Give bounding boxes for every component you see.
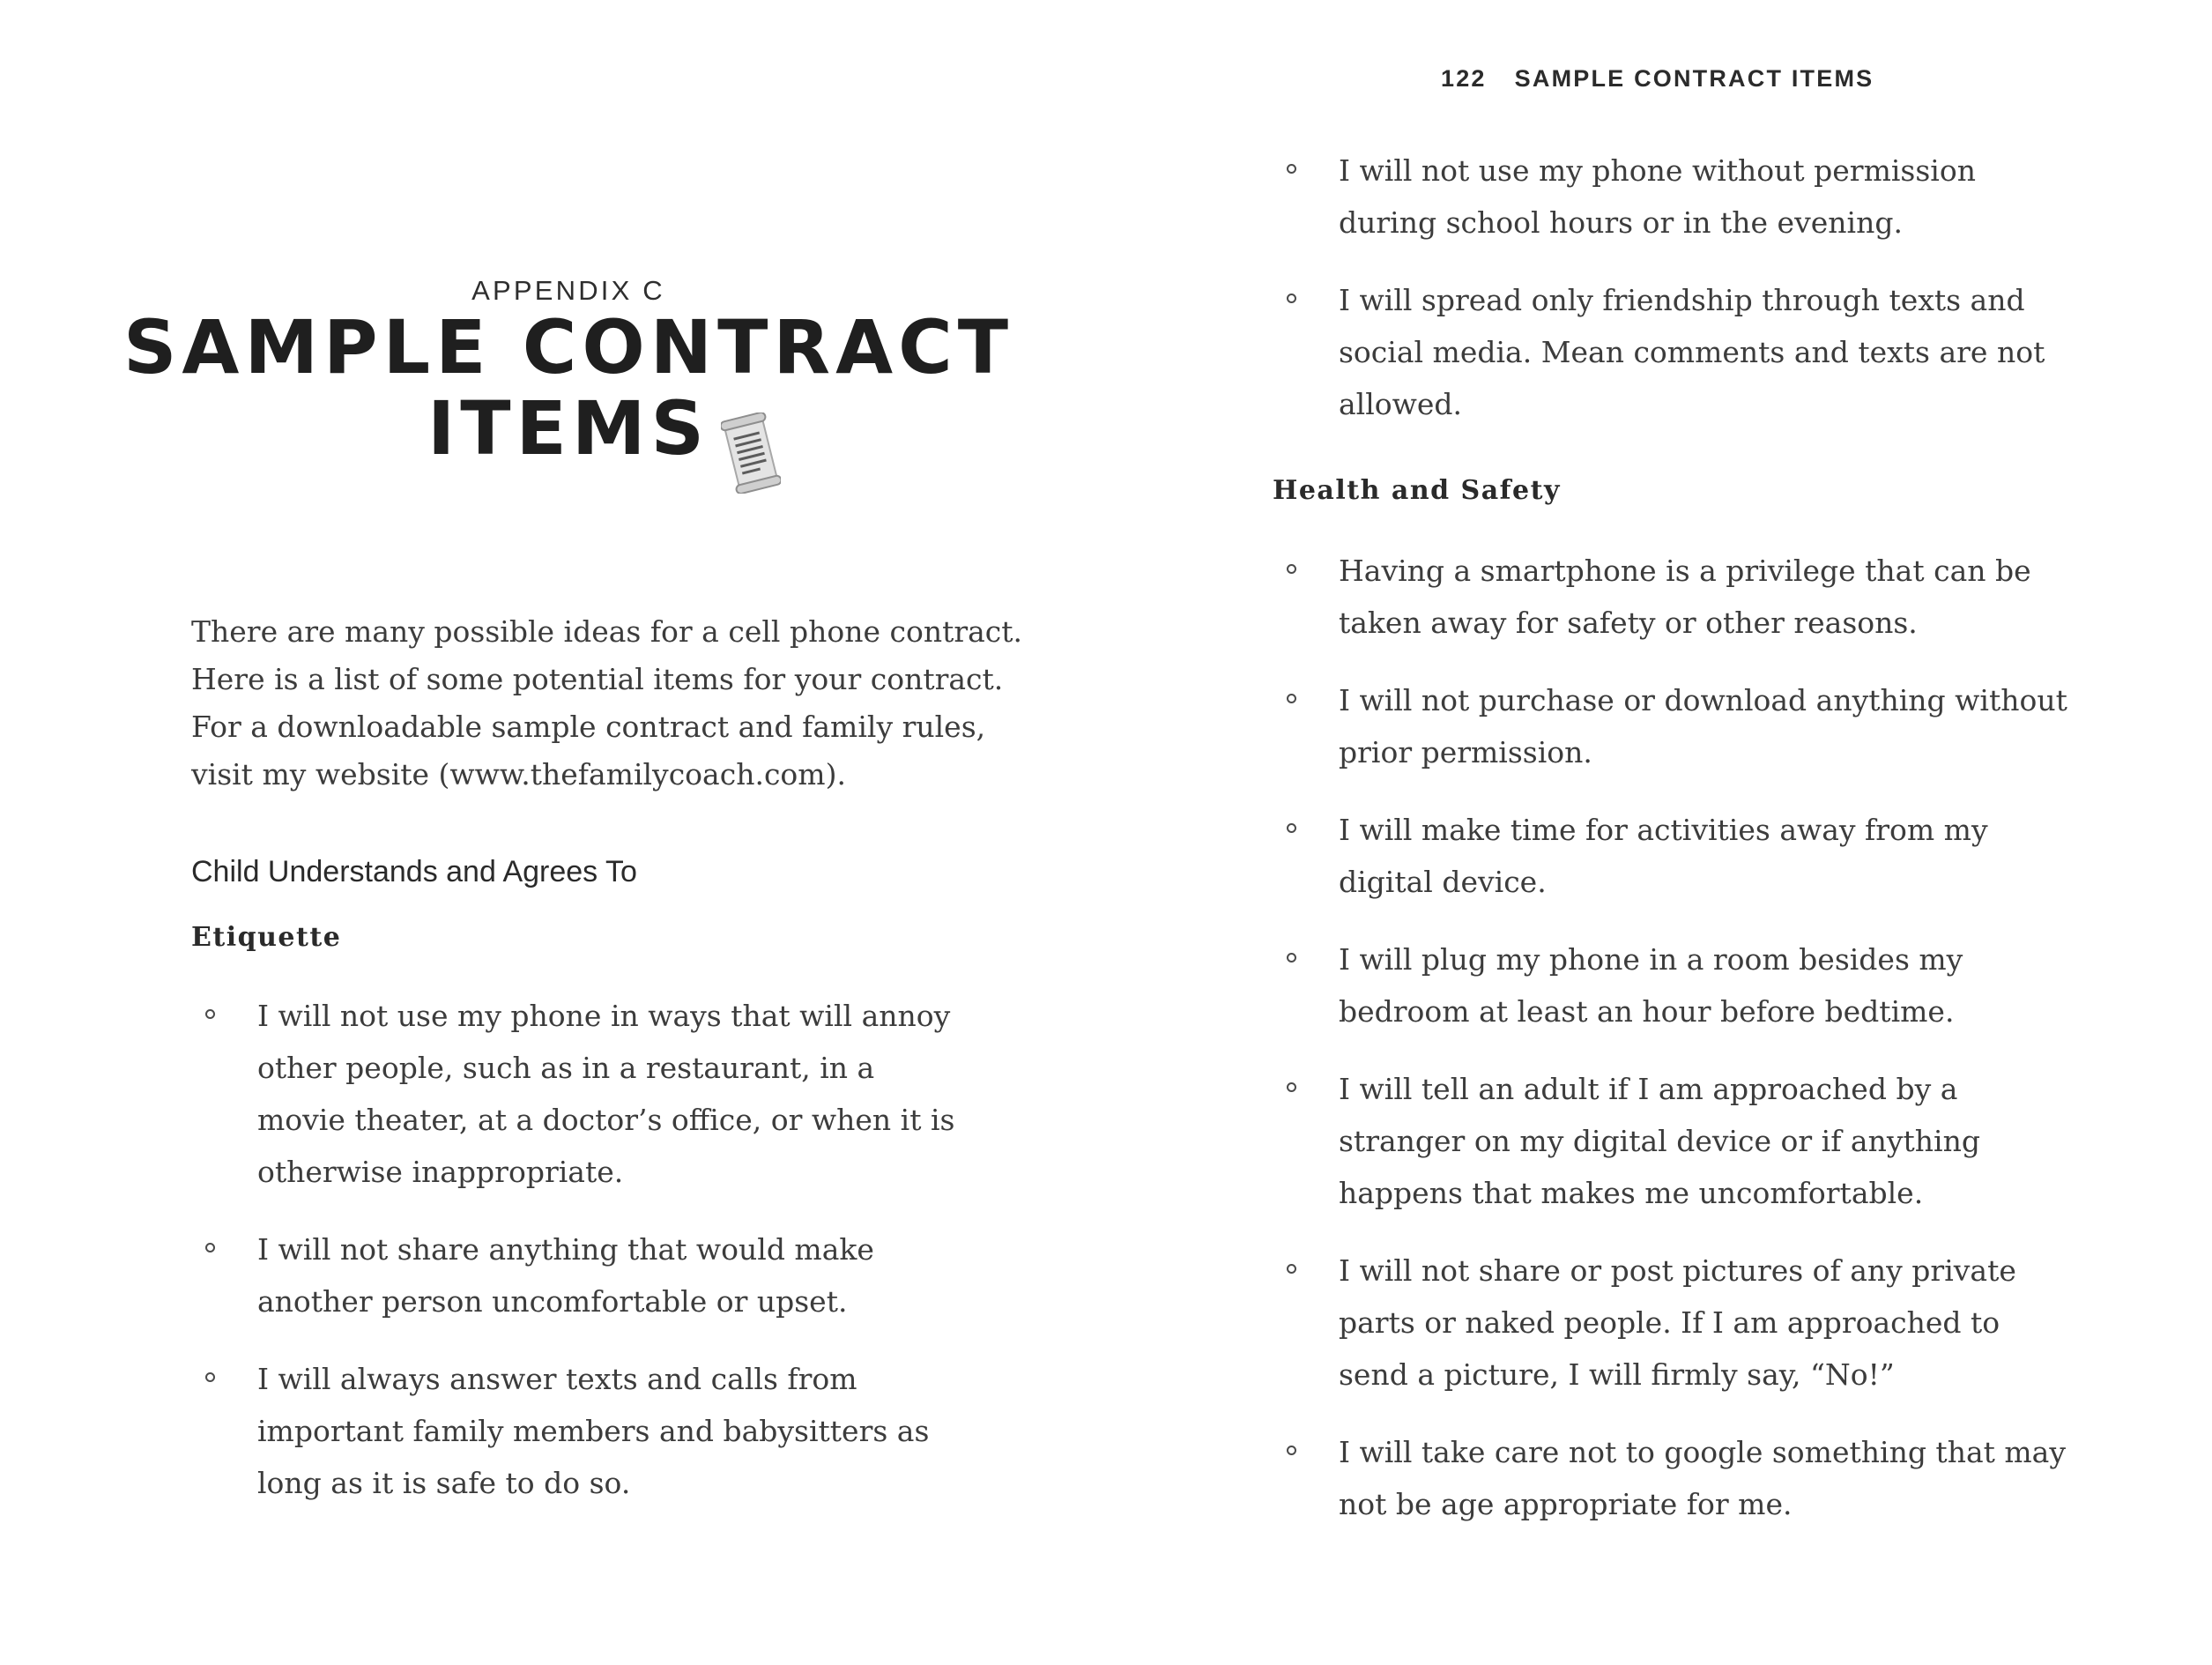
- circle-bullet-icon: [205, 1009, 215, 1019]
- circle-bullet-icon: [1287, 1446, 1296, 1455]
- section-heading: Child Understands and Agrees To: [191, 855, 637, 888]
- list-item-line: bedroom at least an hour before bedtime.: [1339, 994, 1955, 1029]
- health-safety-heading: Health and Safety: [1273, 475, 1561, 506]
- health-safety-list: [1273, 545, 2180, 1556]
- list-item-line: I will spread only friendship through texts and: [1339, 283, 2025, 317]
- list-item-line: movie theater, at a doctor’s office, or when it is: [257, 1103, 955, 1137]
- list-item-line: social media. Mean comments and texts are not: [1339, 335, 2045, 369]
- list-item: [191, 1353, 1037, 1509]
- list-item-line: another person uncomfortable or upset.: [257, 1284, 848, 1319]
- intro-line: visit my website (www.thefamilycoach.com).: [191, 757, 846, 792]
- intro-line: Here is a list of some potential items for your contract.: [191, 662, 1004, 696]
- etiquette-continued-list: [1273, 145, 2180, 456]
- list-item: [1273, 804, 2180, 908]
- list-item-line: otherwise inappropriate.: [257, 1155, 624, 1189]
- list-item-line: allowed.: [1339, 387, 1463, 421]
- list-item-line: I will not share or post pictures of any private: [1339, 1253, 2016, 1288]
- etiquette-heading: Etiquette: [191, 922, 342, 953]
- page-number: 122: [1441, 65, 1487, 92]
- circle-bullet-icon: [1287, 564, 1296, 574]
- chapter-title-line-2: ITEMS: [427, 385, 710, 472]
- list-item: [191, 990, 1037, 1198]
- list-item-line: not be age appropriate for me.: [1339, 1487, 1793, 1521]
- list-item-line: I will not use my phone in ways that will annoy: [257, 999, 951, 1033]
- list-item-line: send a picture, I will firmly say, “No!”: [1339, 1357, 1895, 1392]
- chapter-title: [0, 304, 1137, 472]
- list-item: [1273, 545, 2180, 649]
- running-header-title: SAMPLE CONTRACT ITEMS: [1514, 65, 1874, 92]
- list-item-line: taken away for safety or other reasons.: [1339, 606, 1918, 640]
- list-item: [1273, 1063, 2180, 1219]
- intro-paragraph: [191, 608, 1023, 799]
- list-item-line: I will not purchase or download anything without: [1339, 683, 2067, 717]
- list-item-line: I will make time for activities away from my: [1339, 813, 1988, 847]
- circle-bullet-icon: [1287, 1082, 1296, 1092]
- list-item-line: happens that makes me uncomfortable.: [1339, 1176, 1924, 1210]
- list-item-line: important family members and babysitters as: [257, 1414, 930, 1448]
- list-item-line: long as it is safe to do so.: [257, 1466, 631, 1500]
- circle-bullet-icon: [1287, 164, 1296, 174]
- circle-bullet-icon: [1287, 823, 1296, 833]
- intro-line: There are many possible ideas for a cell phone contract.: [191, 614, 1023, 649]
- running-header: [1441, 65, 1874, 93]
- right-page: [1106, 0, 2212, 1665]
- list-item-line: I will not share anything that would make: [257, 1232, 874, 1267]
- list-item-line: Having a smartphone is a privilege that can be: [1339, 554, 2031, 588]
- list-item: [1273, 1245, 2180, 1401]
- list-item-line: digital device.: [1339, 865, 1547, 899]
- list-item: [1273, 274, 2180, 430]
- circle-bullet-icon: [1287, 294, 1296, 303]
- list-item: [1273, 674, 2180, 778]
- list-item-line: parts or naked people. If I am approached to: [1339, 1305, 2000, 1340]
- list-item-line: I will not use my phone without permission: [1339, 153, 1976, 188]
- list-item-line: during school hours or in the evening.: [1339, 205, 1903, 240]
- chapter-title-line-1: SAMPLE CONTRACT: [122, 304, 1014, 390]
- circle-bullet-icon: [1287, 953, 1296, 963]
- scroll-icon: [721, 413, 781, 494]
- list-item: [1273, 145, 2180, 249]
- list-item: [191, 1223, 1037, 1327]
- circle-bullet-icon: [205, 1372, 215, 1382]
- intro-line: For a downloadable sample contract and family rules,: [191, 710, 986, 744]
- list-item-line: I will plug my phone in a room besides my: [1339, 942, 1963, 977]
- list-item: [1273, 933, 2180, 1037]
- list-item-line: other people, such as in a restaurant, in a: [257, 1051, 875, 1085]
- circle-bullet-icon: [1287, 1264, 1296, 1274]
- circle-bullet-icon: [205, 1243, 215, 1252]
- circle-bullet-icon: [1287, 694, 1296, 703]
- list-item-line: I will always answer texts and calls from: [257, 1362, 857, 1396]
- list-item-line: I will take care not to google something that may: [1339, 1435, 2066, 1469]
- etiquette-list: [191, 990, 1037, 1535]
- list-item-line: stranger on my digital device or if anything: [1339, 1124, 1980, 1158]
- appendix-label: APPENDIX C: [471, 275, 665, 306]
- list-item-line: I will tell an adult if I am approached by a: [1339, 1072, 1958, 1106]
- list-item-line: prior permission.: [1339, 735, 1592, 769]
- list-item: [1273, 1426, 2180, 1530]
